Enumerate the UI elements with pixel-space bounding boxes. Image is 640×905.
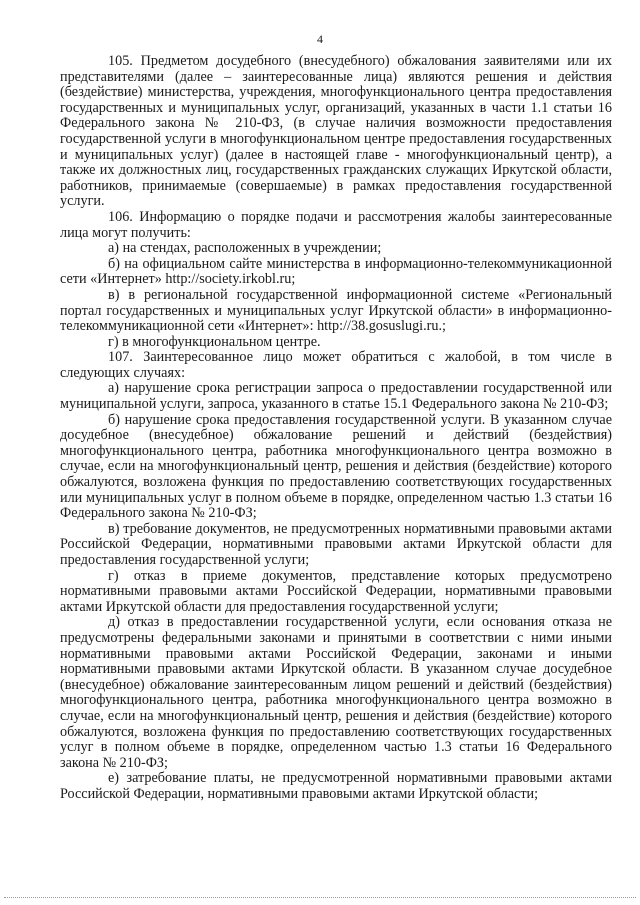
paragraph-107-g: г) отказ в приеме документов, представление которых предусмотрено нормативными правовыми актами Российской Федерации, нормативными правовыми актами Иркутской области для предоставления государственной услуги; [60, 567, 612, 615]
paragraph-107: 107. Заинтересованное лицо может обратиться с жалобой, в том числе в следующих случаях: [60, 349, 612, 381]
paragraph-106-b: б) на официальном сайте министерства в информационно-телекоммуникационной сети «Интернет» http://society.irkobl.ru; [60, 255, 612, 288]
bottom-divider [4, 897, 636, 898]
paragraph-107-d: д) отказ в предоставлении государственной услуги, если основания отказа не предусмотрены федеральными законами и принятыми в соответствии с ними иными нормативными правовыми актами Российской Федерации, законами и иными нормативными правовыми актами Иркутской области. В указанном случае досудебное (внесудебное) обжалование заинтересованным лицом решений и действий (бездействия) многофункционального центра, работника многофункционального центра возможно в случае, если на многофункциональный центр, решения и действия (бездействие) которого обжалуются, возложена функция по предоставлению соответствующих государственных услуг в полном объеме в порядке, определенном частью 1.3 статьи 16 Федерального закона № 210-ФЗ; [60, 614, 612, 771]
page-number: 4 [317, 32, 323, 46]
paragraph-107-e: е) затребование платы, не предусмотренной нормативными правовыми актами Российской Федерации, нормативными правовыми актами Иркутской области; [60, 770, 612, 802]
paragraph-106-g: г) в многофункциональном центре. [108, 333, 321, 350]
paragraph-106: 106. Информацию о порядке подачи и рассмотрения жалобы заинтересованные лица могут получить: [60, 208, 612, 241]
paragraph-105: 105. Предметом досудебного (внесудебного) обжалования заявителями или их представителями (далее – заинтересованные лица) являются решения и действия (бездействие) министерства, учреждения, многофункционального центра предоставления государственных и муниципальных услуг, организаций, указанных в части 1.1 статьи 16 Федерального закона № 210-ФЗ, (в случае наличия возможности предоставления государственной услуги в многофункциональном центре предоставления государственных и муниципальных услуг) (далее в настоящей главе - многофункциональный центр), а также их должностных лиц, государственных гражданских служащих Иркутской области, работников, принимаемые (совершаемые) в рамках предоставления государственной услуги. [60, 53, 612, 210]
document-body [60, 54, 612, 803]
paragraph-106-a: а) на стендах, расположенных в учреждении; [108, 240, 382, 257]
paragraph-107-a: а) нарушение срока регистрации запроса о предоставлении государственной или муниципальной услуги, запроса, указанного в статье 15.1 Федерального закона № 210-ФЗ; [60, 380, 612, 413]
paragraph-106-v: в) в региональной государственной информационной системе «Региональный портал государственных и муниципальных услуг Иркутской области» в информационно-телекоммуникационной сети «Интернет»: http://38.gosuslugi.ru.; [60, 286, 612, 335]
paragraph-107-b: б) нарушение срока предоставления государственной услуги. В указанном случае досудебное (внесудебное) обжалование решений и действий (бездействия) многофункционального центра, работника многофункционального центра возможно в случае, если на многофункциональный центр, решения и действия (бездействие) которого обжалуются, возложена функция по предоставлению соответствующих государственных или муниципальных услуг в полном объеме в порядке, определенном частью 1.3 статьи 16 Федерального закона № 210-ФЗ; [60, 411, 612, 522]
paragraph-107-v: в) требование документов, не предусмотренных нормативными правовыми актами Российской Федерации, нормативными правовыми актами Иркутской области для предоставления государственной услуги; [60, 520, 612, 568]
